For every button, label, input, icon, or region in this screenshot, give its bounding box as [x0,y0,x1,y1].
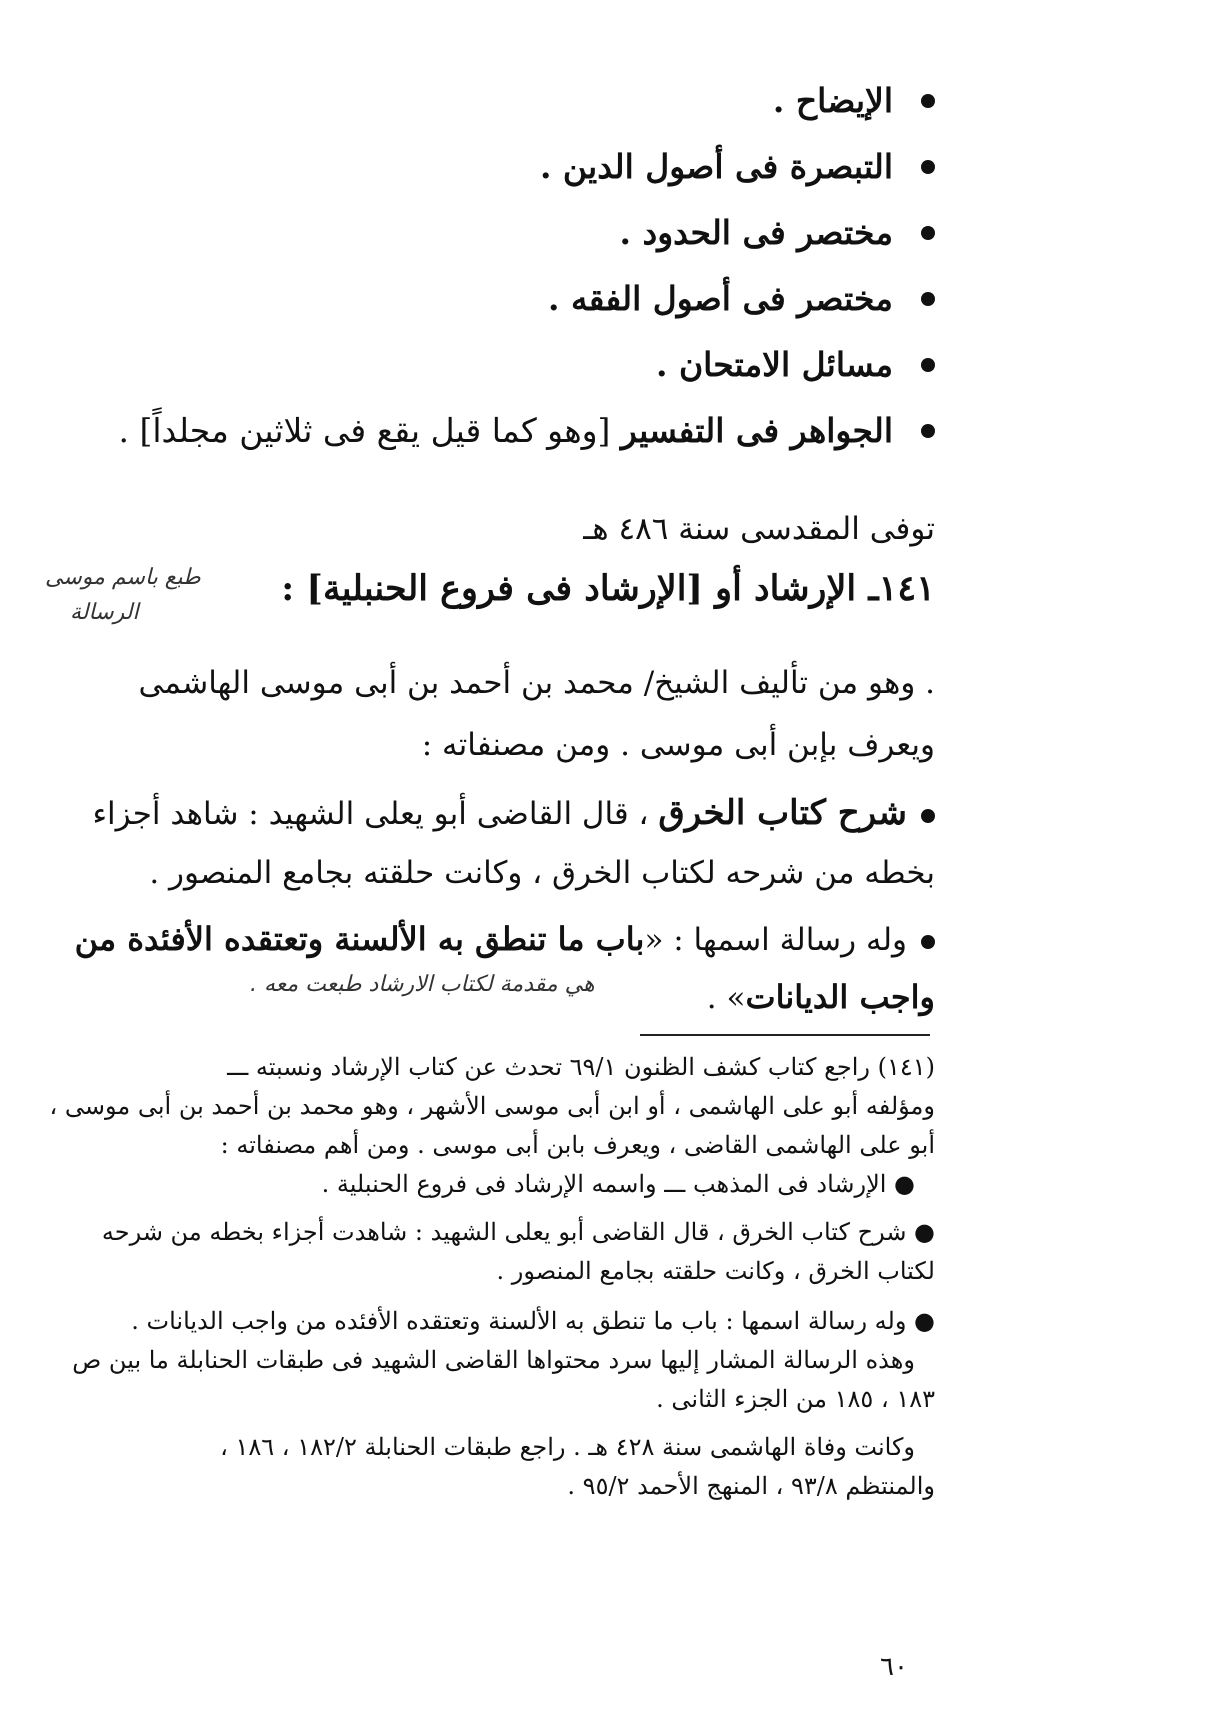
footnote-line: ● وله رسالة اسمها : باب ما تنطق به الألسنة وتعتقده الأفئده من واجب الديانات . [131,1307,935,1335]
footnote-line: وكانت وفاة الهاشمى سنة ٤٢٨ هـ . راجع طبقات الحنابلة ١٨٢/٢ ، ١٨٦ ، [220,1433,915,1461]
list-item: الإيضاح . [55,68,935,134]
bullet-icon [921,94,935,108]
footnote-divider [640,1034,930,1036]
bullet-icon [921,358,935,372]
paragraph-line: وله رسالة اسمها : «باب ما تنطق به الألسنة وتعتقده الأفئدة من [75,908,935,971]
page-number: ٦٠ [880,1652,908,1682]
paragraph-line: ويعرف بإبن أبى موسى . ومن مصنفاته : [421,727,935,763]
margin-note-line1: طبع باسم موسى [45,565,201,590]
paragraph-line: . وهو من تأليف الشيخ/ محمد بن أحمد بن أبى موسى الهاشمى [138,665,935,701]
paragraph-line: شرح كتاب الخرق ، قال القاضى أبو يعلى الشهيد : شاهد أجزاء [92,782,935,845]
list-item: مختصر فى الحدود . [55,200,935,266]
bullet-icon [921,226,935,240]
footnote-line: أبو على الهاشمى القاضى ، ويعرف بابن أبى موسى . ومن أهم مصنفاته : [220,1131,935,1159]
list-item: الجواهر فى التفسير [وهو كما قيل يقع فى ثلاثين مجلداً] . [55,398,935,464]
bullet-icon [921,160,935,174]
footnote-line: والمنتظم ٩٣/٨ ، المنهج الأحمد ٩٥/٢ . [567,1472,935,1500]
bullet-icon [921,292,935,306]
paragraph-line: بخطه من شرحه لكتاب الخرق ، وكانت حلقته بجامع المنصور . [149,855,935,891]
list-item: مسائل الامتحان . [55,332,935,398]
footnote-line: (١٤١) راجع كتاب كشف الظنون ٦٩/١ تحدث عن كتاب الإرشاد ونسبته ـــ [227,1053,935,1081]
works-list [55,68,935,464]
bullet-icon [921,809,935,823]
footnote-line: ● شرح كتاب الخرق ، قال القاضى أبو يعلى الشهيد : شاهدت أجزاء بخطه من شرحه [101,1218,935,1246]
footnote-line: لكتاب الخرق ، وكانت حلقته بجامع المنصور . [496,1257,935,1285]
footnote-line: ومؤلفه أبو على الهاشمى ، أو ابن أبى موسى الأشهر ، وهو محمد بن أحمد بن أبى موسى ، [49,1092,935,1120]
list-item: التبصرة فى أصول الدين . [55,134,935,200]
death-note: توفى المقدسى سنة ٤٨٦ هـ [583,511,935,547]
bullet-icon [921,424,935,438]
section-heading: ١٤١ـ الإرشاد أو [الإرشاد فى فروع الحنبلية] : [281,568,935,609]
list-item: مختصر فى أصول الفقه . [55,266,935,332]
margin-note-line2: الرسالة [70,600,139,625]
footnote-line: ● الإرشاد فى المذهب ـــ واسمه الإرشاد فى فروع الحنبلية . [321,1170,915,1198]
footnote-line: ١٨٣ ، ١٨٥ من الجزء الثانى . [656,1385,935,1413]
handwritten-annotation: هي مقدمة لكتاب الارشاد طبعت معه . [250,972,595,997]
footnote-line: وهذه الرسالة المشار إليها سرد محتواها القاضى الشهيد فى طبقات الحنابلة ما بين ص [72,1346,915,1374]
bullet-icon [921,935,935,949]
paragraph-line: واجب الديانات» . [706,978,935,1016]
